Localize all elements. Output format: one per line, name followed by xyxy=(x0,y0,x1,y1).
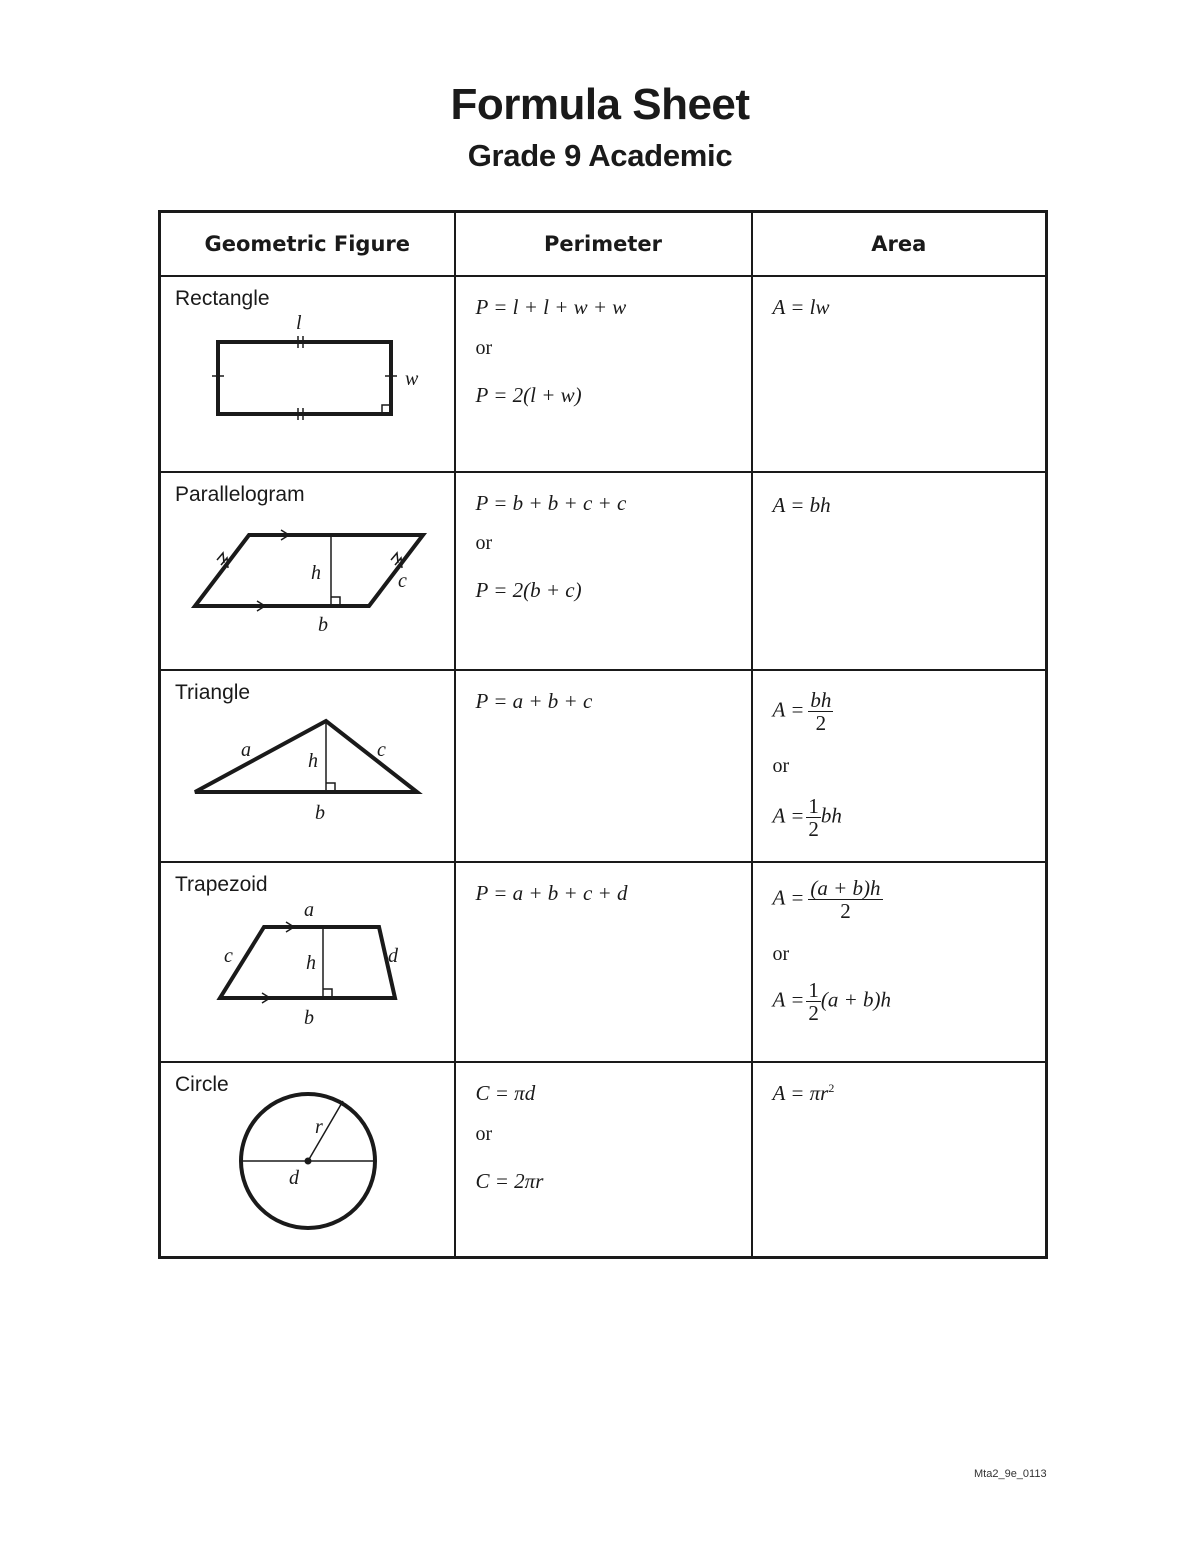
or-text: or xyxy=(475,337,493,359)
formula-table xyxy=(158,210,1048,1259)
perimeter-cell-trapezoid xyxy=(455,862,752,1062)
circumference-formula-2: C = 2πr xyxy=(475,1169,544,1193)
triangle-label-h: h xyxy=(308,750,318,772)
trapezoid-label-c: c xyxy=(224,945,233,967)
table-header-row xyxy=(160,212,1047,277)
column-header-figure: Geometric Figure xyxy=(160,212,455,277)
or-text: or xyxy=(772,755,790,777)
parallelogram-label-b: b xyxy=(318,614,328,636)
area-formula-triangle-1 xyxy=(773,689,834,734)
table-row-rectangle xyxy=(160,276,1047,472)
page-title: Formula Sheet xyxy=(450,80,750,129)
figure-cell-trapezoid xyxy=(160,862,455,1062)
rectangle-label-l: l xyxy=(296,312,302,334)
fraction xyxy=(806,795,821,840)
figure-name-trapezoid: Trapezoid xyxy=(175,873,268,896)
circle-label-d: d xyxy=(289,1167,299,1189)
fraction-denominator: 2 xyxy=(840,899,851,923)
footnote-code: Mta2_9e_0113 xyxy=(974,1468,1047,1480)
perimeter-cell-triangle xyxy=(455,670,752,862)
table-row-trapezoid xyxy=(160,862,1047,1062)
figure-cell-triangle xyxy=(160,670,455,862)
table-row-circle xyxy=(160,1062,1047,1257)
area-cell-trapezoid xyxy=(752,862,1047,1062)
figure-name-parallelogram: Parallelogram xyxy=(175,483,305,506)
parallelogram-label-h: h xyxy=(311,562,321,584)
fraction-denominator: 2 xyxy=(808,1001,819,1025)
formula-rest: (a + b)h xyxy=(820,987,892,1012)
area-formula-rectangle: A = lw xyxy=(772,295,830,319)
area-cell-circle xyxy=(752,1062,1047,1257)
area-cell-rectangle xyxy=(752,276,1047,472)
formula-lhs: A = xyxy=(772,885,805,910)
figure-cell-parallelogram xyxy=(160,472,455,670)
fraction-denominator: 2 xyxy=(815,711,827,735)
figure-cell-rectangle xyxy=(160,276,455,472)
formula-base: A = πr xyxy=(772,1081,829,1105)
circumference-formula-1: C = πd xyxy=(475,1081,536,1105)
perimeter-formula-parallelogram-1: P = b + b + c + c xyxy=(475,491,627,515)
perimeter-formula-rectangle-2: P = 2(l + w) xyxy=(475,383,582,407)
fraction-numerator: 1 xyxy=(808,978,819,1002)
fraction-numerator: (a + b)h xyxy=(810,876,881,900)
trapezoid-label-a: a xyxy=(304,899,314,921)
trapezoid-label-h: h xyxy=(306,952,316,974)
area-cell-triangle xyxy=(752,670,1047,862)
column-header-area: Area xyxy=(752,212,1047,277)
fraction-numerator: 1 xyxy=(808,794,819,818)
perimeter-formula-triangle: P = a + b + c xyxy=(475,689,593,713)
perimeter-formula-parallelogram-2: P = 2(b + c) xyxy=(475,578,582,602)
fraction-denominator: 2 xyxy=(808,817,819,841)
area-formula-trapezoid-2 xyxy=(773,979,892,1024)
or-text: or xyxy=(772,943,790,965)
area-formula-circle xyxy=(773,1081,835,1106)
page-subtitle: Grade 9 Academic xyxy=(467,138,733,173)
area-cell-parallelogram xyxy=(752,472,1047,670)
perimeter-formula-trapezoid: P = a + b + c + d xyxy=(475,881,628,905)
area-formula-trapezoid-1 xyxy=(773,877,883,922)
trapezoid-label-b: b xyxy=(304,1007,314,1029)
figure-name-rectangle: Rectangle xyxy=(175,287,270,310)
fraction xyxy=(808,877,882,922)
fraction xyxy=(808,689,833,734)
column-header-perimeter: Perimeter xyxy=(455,212,752,277)
fraction xyxy=(806,979,821,1024)
formula-exponent: 2 xyxy=(828,1081,835,1095)
formula-lhs: A = xyxy=(772,697,805,722)
perimeter-cell-circle xyxy=(455,1062,752,1257)
area-formula-triangle-2 xyxy=(773,795,842,840)
figure-name-triangle: Triangle xyxy=(175,681,251,704)
trapezoid-label-d: d xyxy=(388,945,398,967)
circle-label-r: r xyxy=(315,1116,323,1138)
parallelogram-label-c: c xyxy=(398,570,407,592)
rectangle-label-w: w xyxy=(405,368,419,390)
perimeter-cell-rectangle xyxy=(455,276,752,472)
fraction-numerator: bh xyxy=(810,688,832,712)
perimeter-cell-parallelogram xyxy=(455,472,752,670)
perimeter-formula-rectangle-1: P = l + l + w + w xyxy=(475,295,627,319)
or-text: or xyxy=(475,1123,493,1145)
triangle-label-a: a xyxy=(241,739,251,761)
or-text: or xyxy=(475,532,493,554)
area-formula-parallelogram: A = bh xyxy=(772,493,831,517)
table-row-triangle xyxy=(160,670,1047,862)
triangle-label-b: b xyxy=(315,802,325,824)
formula-lhs: A = xyxy=(772,987,805,1012)
triangle-label-c: c xyxy=(377,739,386,761)
figure-name-circle: Circle xyxy=(175,1073,229,1096)
table-row-parallelogram xyxy=(160,472,1047,670)
formula-rest: bh xyxy=(820,803,842,828)
formula-lhs: A = xyxy=(772,803,805,828)
figure-cell-circle xyxy=(160,1062,455,1257)
